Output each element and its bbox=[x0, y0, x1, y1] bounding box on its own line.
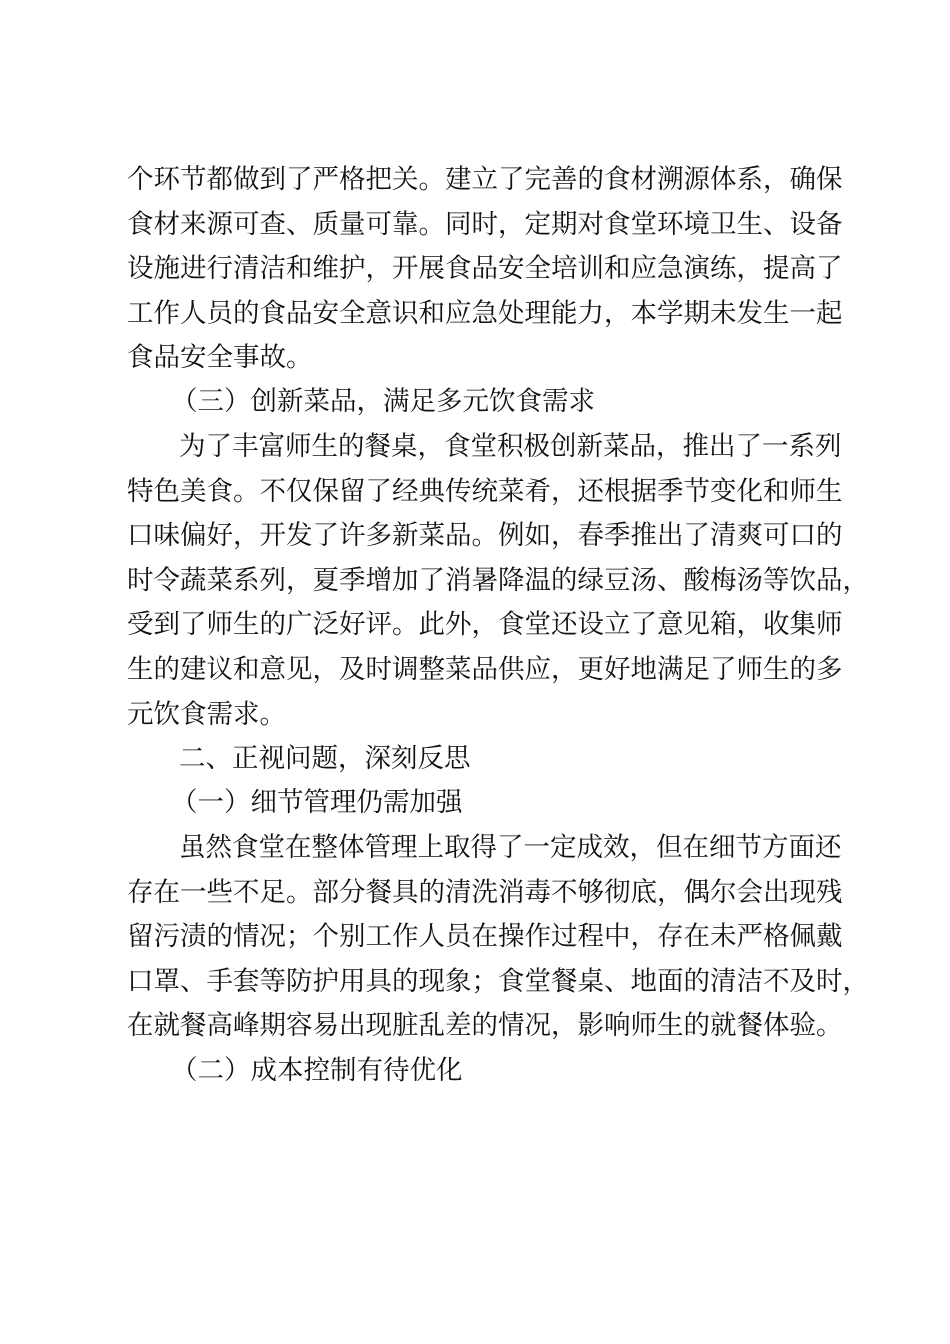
paragraph-details bbox=[127, 826, 869, 1049]
text-line: 工作人员的食品安全意识和应急处理能力，本学期未发生一起 bbox=[127, 297, 843, 329]
text-line: 口味偏好，开发了许多新菜品。例如，春季推出了清爽可口的 bbox=[127, 520, 843, 552]
text-line: 生的建议和意见，及时调整菜品供应，更好地满足了师生的多 bbox=[127, 653, 843, 685]
text-line: 食品安全事故。 bbox=[127, 342, 313, 374]
text-line: 食材来源可查、质量可靠。同时，定期对食堂环境卫生、设备 bbox=[127, 208, 843, 240]
heading-cost-control bbox=[127, 1049, 852, 1094]
heading-section-2 bbox=[127, 737, 852, 782]
text-line: 时令蔬菜系列，夏季增加了消暑降温的绿豆汤、酸梅汤等饮品， bbox=[127, 564, 869, 596]
heading-details bbox=[127, 781, 852, 826]
text-line: 在就餐高峰期容易出现脏乱差的情况，影响师生的就餐体验。 bbox=[127, 1010, 843, 1042]
text-line: 元饮食需求。 bbox=[127, 698, 286, 730]
text-line: 口罩、手套等防护用具的现象；食堂餐桌、地面的清洁不及时， bbox=[127, 965, 869, 997]
text-line: 受到了师生的广泛好评。此外，食堂还设立了意见箱，收集师 bbox=[127, 609, 843, 641]
subsection-heading-1: （一）细节管理仍需加强 bbox=[171, 787, 463, 818]
text-line: 留污渍的情况；个别工作人员在操作过程中，存在未严格佩戴 bbox=[127, 921, 843, 953]
text-line: 虽然食堂在整体管理上取得了一定成效，但在细节方面还 bbox=[179, 832, 842, 863]
subsection-heading-2: （二）成本控制有待优化 bbox=[171, 1055, 463, 1086]
text-line: 特色美食。不仅保留了经典传统菜肴，还根据季节变化和师生 bbox=[127, 475, 843, 507]
text-line: 个环节都做到了严格把关。建立了完善的食材溯源体系，确保 bbox=[127, 164, 843, 195]
heading-innovation bbox=[127, 380, 852, 425]
paragraph-food-safety-continuation bbox=[127, 158, 852, 381]
text-line: 设施进行清洁和维护，开展食品安全培训和应急演练，提高了 bbox=[127, 253, 843, 285]
subsection-heading-3: （三）创新菜品，满足多元饮食需求 bbox=[171, 386, 595, 417]
text-line: 存在一些不足。部分餐具的清洗消毒不够彻底，偶尔会出现残 bbox=[127, 876, 843, 908]
section-heading: 二、正视问题，深刻反思 bbox=[179, 743, 471, 774]
paragraph-innovation bbox=[127, 425, 869, 737]
text-line: 为了丰富师生的餐桌，食堂积极创新菜品，推出了一系列 bbox=[179, 431, 842, 462]
